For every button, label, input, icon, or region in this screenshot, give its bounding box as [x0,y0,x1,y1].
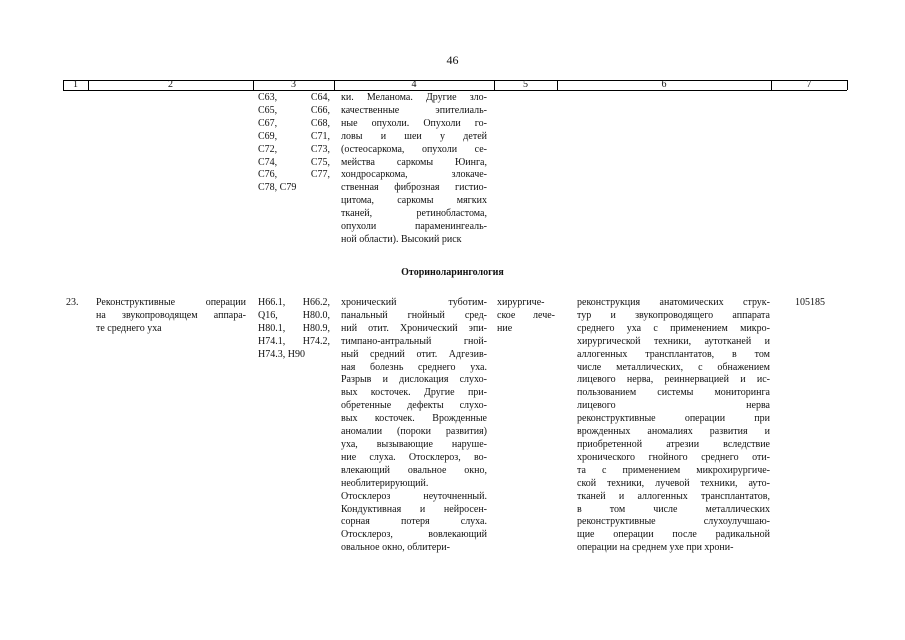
header-column-number: 1 [73,79,78,90]
text-line: лицевого нерва [577,400,770,412]
text-line: ной области). Высокий риск [341,233,462,245]
text-line: хронический туботим- [341,297,487,308]
icd-code: C64, [310,92,330,103]
text-line: ние [497,322,513,334]
icd-code-line [258,323,330,336]
text-line: ской техники, лучевой техники, ауто- [577,477,770,489]
header-column-separator [847,80,848,90]
text-line: тур и звукопроводящего аппарата [577,309,770,321]
icd-code-line [258,157,330,170]
header-column-number: 5 [523,79,528,90]
icd-code: C65, [258,104,278,116]
section-title: Оториноларингология [401,267,504,278]
text-line: та с применением микрохирургиче- [577,464,770,476]
text-line: ственная фиброзная гистио- [341,182,487,194]
icd-code-line [258,144,330,157]
icd-code: C66, [310,104,330,116]
text-line: хронического гнойного среднего оти- [577,451,770,463]
icd-code: H80.1, [258,322,286,334]
text-line: хирургиче- [497,297,545,308]
text-line: аллогенных трансплантатов, в том [577,348,770,360]
icd-code: C78, C79 [258,182,297,194]
text-line: опухоли параменингеаль- [341,221,487,233]
text-line: ний отит. Хронический эпи- [341,322,487,334]
text-line: овальное окно, облитери- [341,542,450,554]
text-line: Отосклероз, вовлекающий [341,529,487,541]
text-line: хирургической техники, аутотканей и [577,335,770,347]
treatment-method [577,297,770,555]
icd-code: H80.0, [302,309,330,321]
text-line: тканей, ретинобластома, [341,208,487,220]
icd-code: H74.1, [258,335,286,347]
text-line: реконструктивные слухоулучшаю- [577,516,770,528]
icd-code-line [258,310,330,323]
text-line: среднего уха с применением микро- [577,322,770,334]
text-line: Реконструктивные операции [96,297,246,308]
treatment-type [497,297,555,336]
text-line: тканей и аллогенных трансплантатов, [577,490,770,502]
text-line: в том числе металлических [577,503,770,515]
text-line: уха, вызывающие наруше- [341,438,487,450]
icd-code: C71, [310,130,330,142]
icd-code: C73, [310,143,330,155]
text-line: пользованием системы мониторинга [577,387,770,399]
header-column-number: 2 [168,79,173,90]
row-number: 23. [66,297,79,308]
text-line: мейства саркомы Юинга, [341,156,487,168]
icd-code: C75, [310,156,330,168]
table-header-bottom-border [63,90,847,91]
text-line: панальный гнойный сред- [341,309,487,321]
icd-code: C72, [258,143,278,155]
text-line: приобретенной атрезии вследствие [577,438,770,450]
text-line: те среднего уха [96,322,162,334]
text-line: хондросаркома, злокаче- [341,169,487,181]
icd-code-line [258,105,330,118]
continued-patient-model [341,92,487,247]
text-line: влекающий овальное окно, [341,464,487,476]
header-column-number: 7 [806,79,812,90]
icd-code: H66.2, [302,297,330,308]
text-line: аномалии (пороки развития) [341,426,487,438]
text-line: Кондуктивная и нейросен- [341,503,487,515]
icd-code-line [258,336,330,349]
text-line: щие операции после радикальной [577,529,770,541]
text-line: на звукопроводящем аппара- [96,309,246,321]
text-line: Отосклероз неуточненный. [341,490,487,502]
icd-code-line [258,92,330,105]
page-number: 46 [446,53,459,67]
text-line: тимпано-антральный гной- [341,335,487,347]
text-line: вых косточек. Врожденные [341,413,487,425]
text-line: ловы и шеи у детей [341,130,487,142]
icd-codes [258,297,330,362]
text-line: врожденных аномалиях развития и [577,426,770,438]
text-line: реконструкция анатомических струк- [577,297,770,308]
text-line: ки. Меланома. Другие зло- [341,92,487,103]
text-line: операции на среднем ухе при хрони- [577,542,734,554]
procedure-name [96,297,246,336]
text-line: обретенные дефекты слухо- [341,400,487,412]
icd-code: H74.3, H90 [258,348,305,360]
icd-code: C69, [258,130,278,142]
text-line: необлитерирующий. [341,477,429,489]
text-line: реконструктивные операции при [577,413,770,425]
icd-code: Q16, [258,309,278,321]
icd-code-line [258,182,330,195]
icd-code: H74.2, [302,335,330,347]
text-line: ское лече- [497,309,555,321]
header-column-number: 4 [411,79,417,90]
text-line: ные опухоли. Опухоли го- [341,117,487,129]
icd-code: C68, [310,117,330,129]
text-line: (остеосаркома, опухоли се- [341,143,487,155]
icd-code: C63, [258,92,278,103]
text-line: цитома, саркомы мягких [341,195,487,207]
icd-code-line [258,297,330,310]
text-line: ная болезнь среднего уха. [341,361,487,373]
header-column-number: 6 [661,79,667,90]
icd-code: H66.1, [258,297,286,308]
icd-code: C77, [310,169,330,181]
header-column-number: 3 [291,79,296,90]
text-line: качественные эпителиаль- [341,104,487,116]
text-line: сорная потеря слуха. [341,516,487,528]
icd-code-line [258,169,330,182]
text-line: ный средний отит. Адгезив- [341,348,487,360]
icd-code: H80.9, [302,322,330,334]
icd-code-line [258,349,330,362]
text-line: ние слуха. Отосклероз, во- [341,451,487,463]
text-line: вых косточек. Другие при- [341,387,487,399]
cost-value: 105185 [795,297,825,308]
icd-code-line [258,118,330,131]
text-line: лицевого нерва, реиннервацией и ис- [577,374,770,386]
continued-icd-codes [258,92,330,195]
text-line: числе металлических, с обнажением [577,361,770,373]
icd-code: C76, [258,169,278,181]
icd-code-line [258,131,330,144]
icd-code: C67, [258,117,278,129]
patient-model [341,297,487,555]
text-line: Разрыв и дислокация слухо- [341,374,487,386]
icd-code: C74, [258,156,278,168]
